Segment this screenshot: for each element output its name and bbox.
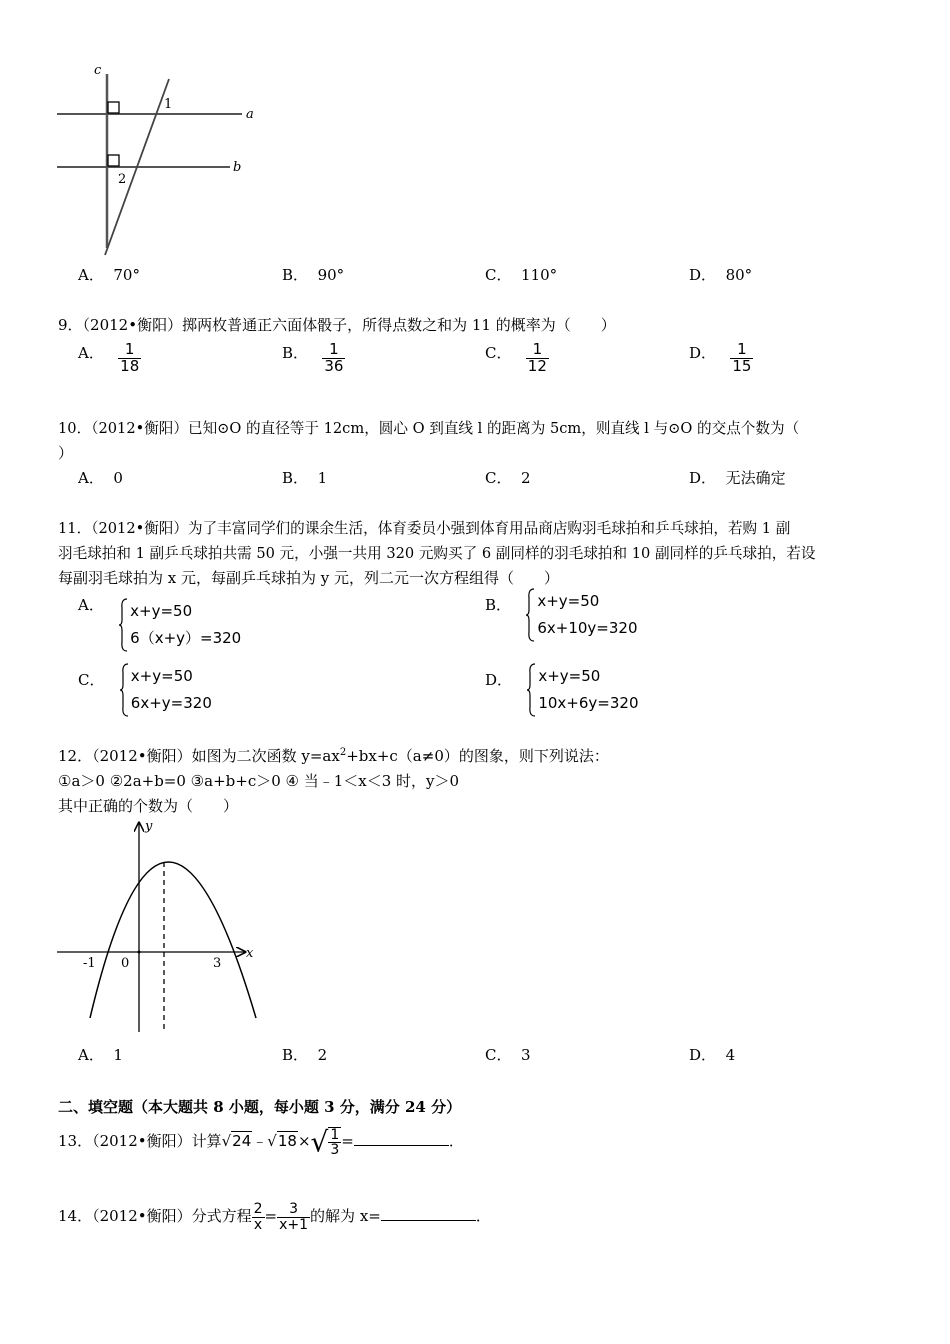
q9-option-d[interactable] bbox=[689, 342, 753, 375]
option-letter: B． bbox=[485, 596, 512, 614]
fraction bbox=[252, 1202, 265, 1232]
option-letter: B． bbox=[282, 469, 309, 487]
fraction-numerator: 2 bbox=[253, 1200, 263, 1217]
q11-option-a[interactable] bbox=[78, 594, 241, 652]
option-text: 1 bbox=[113, 1046, 123, 1064]
option-letter: B． bbox=[282, 344, 309, 362]
option-letter: C． bbox=[485, 266, 512, 284]
fraction-denominator: 15 bbox=[732, 356, 752, 375]
q11-stem-line1: 11．（2012•衡阳）为了丰富同学们的课余生活，体育委员小强到体育用品商店购羽毛球拍和乒乓球拍，若购 1 副 bbox=[58, 520, 791, 537]
option-letter: D． bbox=[689, 266, 717, 284]
option-text: 90° bbox=[317, 266, 345, 284]
times-sign: × bbox=[297, 1132, 311, 1150]
fraction-denominator: 36 bbox=[324, 356, 344, 375]
fraction bbox=[730, 342, 753, 375]
q12-stem-line1 bbox=[58, 745, 609, 766]
stem-text: 12．（2012•衡阳）如图为二次函数 y=ax bbox=[58, 747, 340, 765]
fraction-numerator: 1 bbox=[330, 1126, 340, 1143]
option-letter: C． bbox=[485, 1046, 512, 1064]
stem-text: +bx+c（a≠0）的图象，则下列说法： bbox=[346, 747, 609, 765]
option-letter: D． bbox=[689, 344, 717, 362]
q11-option-b[interactable] bbox=[485, 594, 638, 642]
fraction-numerator: 1 bbox=[730, 342, 753, 359]
period: ． bbox=[448, 1132, 464, 1150]
q8-option-c[interactable] bbox=[485, 264, 557, 285]
period: ． bbox=[475, 1207, 491, 1225]
q12-stem-line2: ①a＞0 ②2a+b=0 ③a+b+c＞0 ④ 当﹣1＜x＜3 时，y＞0 bbox=[58, 772, 460, 790]
fraction bbox=[328, 1127, 341, 1158]
label-c: c bbox=[94, 63, 102, 78]
option-letter: D． bbox=[485, 671, 513, 689]
radicand: 18 bbox=[277, 1132, 297, 1150]
q12-stem-line3: 其中正确的个数为（ ） bbox=[58, 797, 239, 815]
equation-line: 6（x+y）=320 bbox=[130, 629, 242, 647]
label-three: 3 bbox=[213, 956, 222, 971]
label-x: x bbox=[246, 946, 254, 961]
answer-blank[interactable] bbox=[354, 1131, 449, 1146]
fraction-denominator: 3 bbox=[330, 1142, 340, 1159]
option-letter: A． bbox=[78, 344, 104, 362]
label-y: y bbox=[145, 819, 153, 834]
q10-option-c[interactable] bbox=[485, 467, 531, 488]
q11-stem-line2: 羽毛球拍和 1 副乒乓球拍共需 50 元，小强一共用 320 元购买了 6 副同样的羽毛球拍和 10 副同样的乒乓球拍，若设 bbox=[58, 545, 816, 562]
q14 bbox=[58, 1197, 491, 1235]
sqrt: √24 bbox=[221, 1132, 252, 1150]
minus-sign: ﹣ bbox=[252, 1132, 268, 1150]
q13 bbox=[58, 1123, 464, 1160]
option-text: 70° bbox=[113, 266, 140, 284]
q10-stem-line1: 10．（2012•衡阳）已知⊙O 的直径等于 12cm，圆心 O 到直线 l 的距离为 5cm，则直线 l 与⊙O 的交点个数为（ bbox=[58, 420, 800, 437]
q8-option-b[interactable] bbox=[282, 264, 344, 285]
option-text: 2 bbox=[521, 469, 531, 487]
q8-option-a[interactable] bbox=[78, 264, 140, 285]
option-text: 110° bbox=[521, 266, 558, 284]
equation-line: 6x+y=320 bbox=[130, 694, 212, 712]
option-text: 2 bbox=[317, 1046, 328, 1064]
q10-option-b[interactable] bbox=[282, 467, 327, 488]
equation-line: x+y=50 bbox=[538, 667, 601, 685]
fraction-denominator: x bbox=[253, 1216, 263, 1233]
brace-icon bbox=[525, 588, 535, 642]
fraction-denominator: 18 bbox=[120, 356, 140, 375]
brace-icon bbox=[119, 663, 129, 717]
option-text: 4 bbox=[725, 1046, 736, 1064]
option-text: 1 bbox=[317, 469, 328, 487]
label-minus-one: -1 bbox=[83, 956, 96, 971]
parallel-lines-figure bbox=[50, 60, 270, 260]
q10-option-a[interactable] bbox=[78, 467, 123, 488]
equation-line: x+y=50 bbox=[130, 602, 193, 620]
stem-text: 的解为 x= bbox=[310, 1207, 381, 1225]
equation-line: 10x+6y=320 bbox=[538, 694, 639, 712]
fraction-numerator: 1 bbox=[526, 342, 549, 359]
fraction bbox=[277, 1202, 310, 1232]
equation-system bbox=[118, 598, 241, 652]
equation-system bbox=[119, 663, 212, 717]
equation-line: x+y=50 bbox=[130, 667, 193, 685]
q9-option-c[interactable] bbox=[485, 342, 549, 375]
section-2-title: 二、填空题（本大题共 8 小题，每小题 3 分，满分 24 分） bbox=[58, 1098, 462, 1116]
option-letter: D． bbox=[689, 1046, 717, 1064]
q9-option-b[interactable] bbox=[282, 342, 345, 375]
option-letter: A． bbox=[78, 1046, 104, 1064]
option-letter: C． bbox=[485, 344, 512, 362]
equals-sign: = bbox=[264, 1207, 278, 1225]
option-text: 80° bbox=[725, 266, 753, 284]
option-letter: C． bbox=[78, 671, 105, 689]
fraction-numerator: 3 bbox=[277, 1202, 310, 1218]
equation-system bbox=[526, 663, 638, 717]
option-text: 无法确定 bbox=[725, 469, 786, 487]
q12-option-d[interactable] bbox=[689, 1044, 735, 1065]
option-letter: B． bbox=[282, 1046, 309, 1064]
option-letter: B． bbox=[282, 266, 309, 284]
label-b: b bbox=[233, 160, 242, 175]
option-text: 0 bbox=[113, 469, 123, 487]
sqrt: √18 bbox=[267, 1132, 297, 1150]
parabola-figure bbox=[50, 815, 270, 1040]
label-zero: 0 bbox=[121, 956, 130, 971]
stem-text: 13．（2012•衡阳）计算 bbox=[58, 1132, 222, 1150]
label-angle-2: 2 bbox=[118, 172, 127, 187]
q11-stem-line3: 每副羽毛球拍为 x 元，每副乒乓球拍为 y 元，列二元一次方程组得（ ） bbox=[58, 569, 560, 587]
answer-blank[interactable] bbox=[381, 1206, 476, 1221]
option-text: 3 bbox=[521, 1046, 531, 1064]
q9-stem: 9．（2012•衡阳）掷两枚普通正六面体骰子，所得点数之和为 11 的概率为（ ） bbox=[58, 316, 616, 334]
radicand: 24 bbox=[232, 1132, 252, 1150]
q10-option-d[interactable] bbox=[689, 467, 786, 488]
fraction bbox=[526, 342, 549, 375]
option-letter: C． bbox=[485, 469, 512, 487]
q11-option-d[interactable] bbox=[485, 669, 639, 717]
fraction-denominator: x+1 bbox=[279, 1216, 309, 1233]
q12-option-b[interactable] bbox=[282, 1044, 327, 1065]
brace-icon bbox=[118, 598, 128, 652]
equation-line: 6x+10y=320 bbox=[537, 619, 638, 637]
option-letter: D． bbox=[689, 469, 717, 487]
option-letter: A． bbox=[78, 266, 104, 284]
stem-text: 14．（2012•衡阳）分式方程 bbox=[58, 1207, 252, 1225]
q9-option-a[interactable] bbox=[78, 342, 141, 375]
q8-option-d[interactable] bbox=[689, 264, 752, 285]
fraction-denominator: 12 bbox=[527, 356, 547, 375]
option-letter: A． bbox=[78, 469, 104, 487]
fraction-numerator: 1 bbox=[322, 342, 345, 359]
label-angle-1: 1 bbox=[164, 97, 173, 112]
q10-stem-line2: ） bbox=[58, 444, 74, 462]
equals-sign: = bbox=[341, 1132, 354, 1150]
label-a: a bbox=[246, 107, 254, 122]
fraction bbox=[118, 342, 141, 375]
equation-line: x+y=50 bbox=[537, 592, 600, 610]
fraction bbox=[322, 342, 345, 375]
sqrt: √ $\frac{1}{3}$ bbox=[310, 1125, 340, 1159]
fraction-numerator: 1 bbox=[118, 342, 141, 359]
superscript: 2 bbox=[339, 747, 347, 758]
option-letter: A． bbox=[78, 596, 104, 614]
q12-option-a[interactable] bbox=[78, 1044, 123, 1065]
q11-option-c[interactable] bbox=[78, 669, 212, 717]
brace-icon bbox=[526, 663, 536, 717]
q12-option-c[interactable] bbox=[485, 1044, 531, 1065]
equation-system bbox=[525, 588, 637, 642]
